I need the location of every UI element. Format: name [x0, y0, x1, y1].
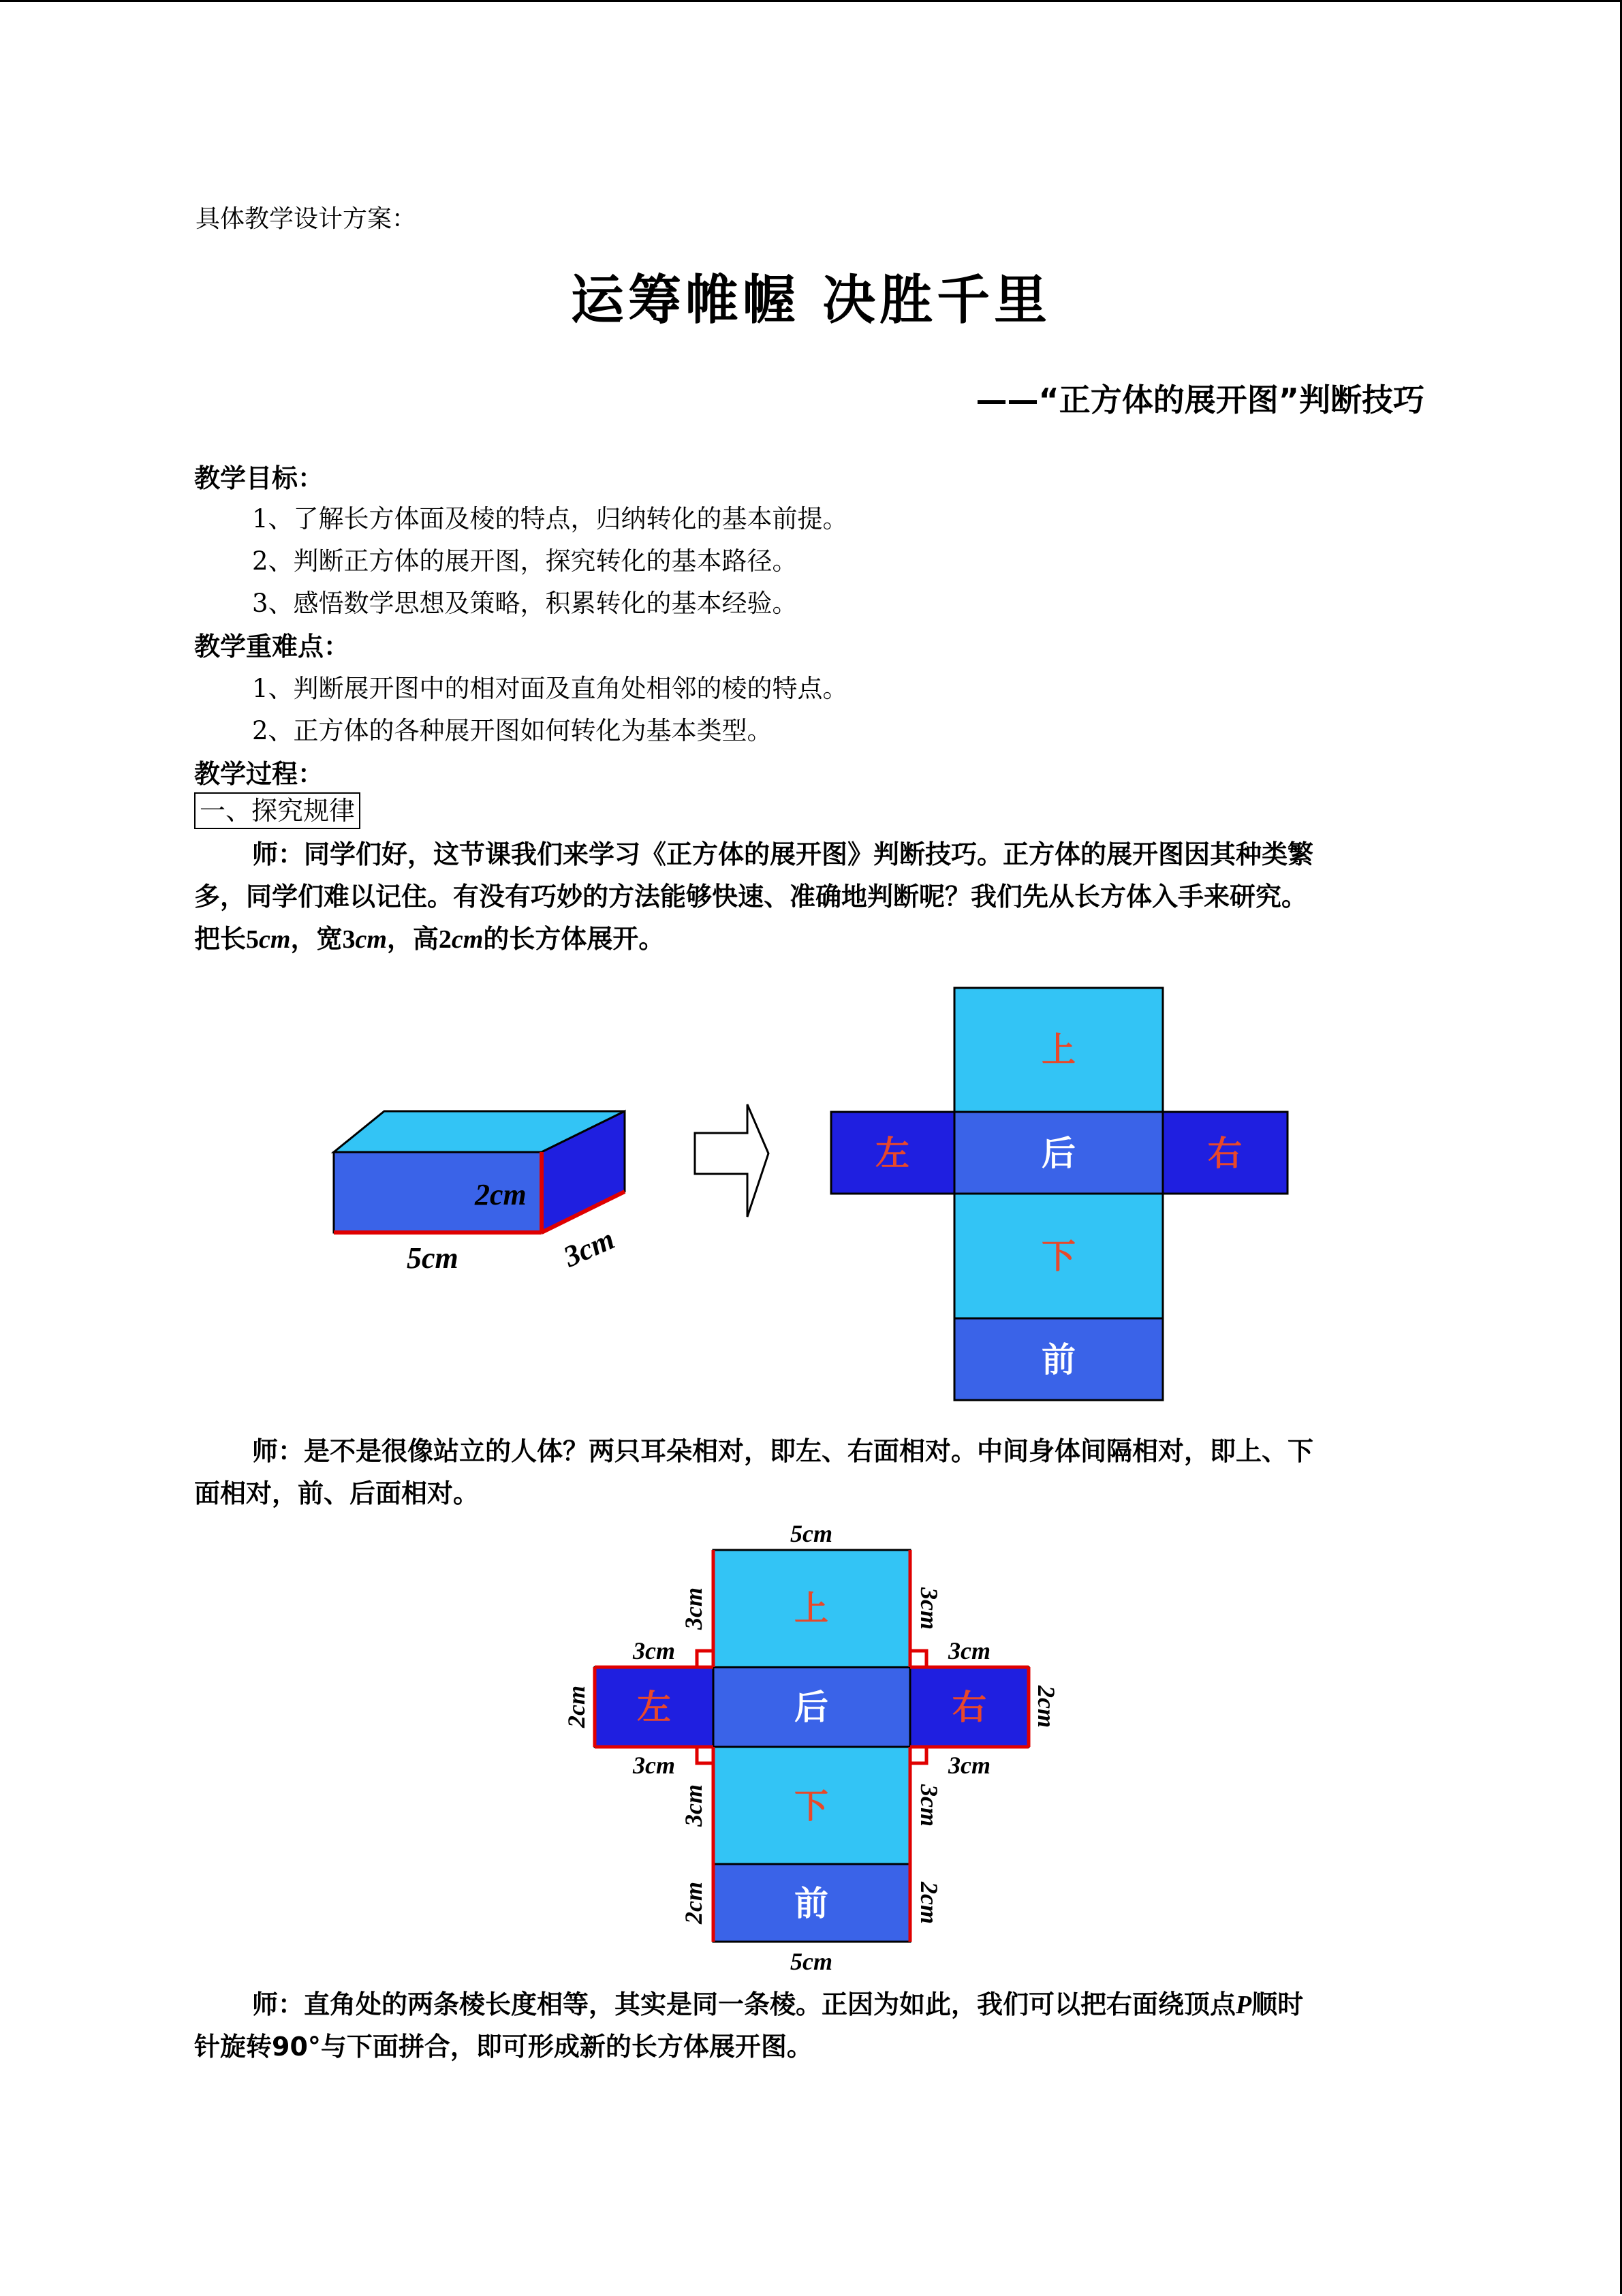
- dim-left-upper: 3cm: [633, 1637, 675, 1664]
- dim-top-right-vert: 3cm: [916, 1587, 943, 1630]
- paragraph-line: 师：直角处的两条棱长度相等，其实是同一条棱。正因为如此，我们可以把右面绕顶点P顺时: [252, 1989, 1304, 2019]
- dim-front-left-vert: 2cm: [680, 1882, 707, 1924]
- cuboid-height-label: 2cm: [475, 1178, 527, 1211]
- page-title: 运筹帷幄 决胜千里: [570, 270, 1052, 331]
- dim-top-left-vert: 3cm: [680, 1587, 707, 1630]
- dim-right-side: 2cm: [1033, 1686, 1060, 1728]
- difficulties-heading: 教学重难点：: [194, 632, 350, 662]
- cuboid-width-label: 3cm: [558, 1222, 620, 1274]
- net-label-bottom: 下: [1042, 1236, 1076, 1276]
- section-title: 一、探究规律: [194, 792, 360, 829]
- paragraph-line: 把长5cm，宽3cm，高2cm的长方体展开。: [194, 924, 665, 954]
- dim-bottom-right-vert: 3cm: [916, 1784, 943, 1827]
- dim-bottom-edge: 5cm: [790, 1948, 832, 1975]
- dim-right-upper: 3cm: [948, 1637, 991, 1664]
- net-label-left: 左: [875, 1133, 909, 1173]
- net2-label-left: 左: [637, 1687, 671, 1727]
- dim-right-lower: 3cm: [948, 1752, 991, 1779]
- net2-label-bottom: 下: [794, 1786, 828, 1826]
- net-label-right: 右: [1208, 1133, 1242, 1173]
- paragraph-line: 针旋转90°与下面拼合，即可形成新的长方体展开图。: [194, 2032, 813, 2062]
- dim-front-right-vert: 2cm: [916, 1882, 943, 1924]
- page-subtitle: ——“正方体的展开图”判断技巧: [976, 382, 1424, 418]
- cuboid-length-label: 5cm: [407, 1241, 458, 1275]
- dim-top-edge: 5cm: [790, 1520, 832, 1547]
- net-label-back: 后: [1042, 1133, 1076, 1173]
- paragraph-line: 多，同学们难以记住。有没有巧妙的方法能够快速、准确地判断呢？我们先从长方体入手来研究。: [194, 882, 1308, 912]
- objectives-heading: 教学目标：: [194, 463, 324, 493]
- paragraph-line: 师：同学们好，这节课我们来学习《正方体的展开图》判断技巧。正方体的展开图因其种类繁: [252, 839, 1314, 869]
- figure-dimensioned-net: [0, 2, 1622, 2296]
- dim-left-side: 2cm: [563, 1686, 590, 1728]
- net-label-front: 前: [1042, 1339, 1076, 1380]
- dim-left-lower: 3cm: [633, 1752, 675, 1779]
- net2-label-back: 后: [794, 1687, 828, 1727]
- paragraph-line: 面相对，前、后面相对。: [194, 1478, 480, 1508]
- intro-line: 具体教学设计方案：: [196, 205, 417, 233]
- process-heading: 教学过程：: [194, 759, 324, 789]
- objective-item: 1、了解长方体面及棱的特点，归纳转化的基本前提。: [252, 504, 848, 533]
- net-label-top: 上: [1042, 1029, 1076, 1070]
- net2-label-front: 前: [794, 1883, 828, 1923]
- difficulty-item: 2、正方体的各种展开图如何转化为基本类型。: [252, 716, 773, 745]
- dim-bottom-left-vert: 3cm: [680, 1784, 707, 1827]
- objective-item: 3、感悟数学思想及策略，积累转化的基本经验。: [252, 589, 798, 618]
- net2-label-top: 上: [794, 1588, 828, 1628]
- net2-label-right: 右: [952, 1687, 986, 1727]
- paragraph-line: 师：是不是很像站立的人体？两只耳朵相对，即左、右面相对。中间身体间隔相对，即上、下: [252, 1436, 1314, 1466]
- objective-item: 2、判断正方体的展开图，探究转化的基本路径。: [252, 546, 798, 576]
- difficulty-item: 1、判断展开图中的相对面及直角处相邻的棱的特点。: [252, 674, 848, 703]
